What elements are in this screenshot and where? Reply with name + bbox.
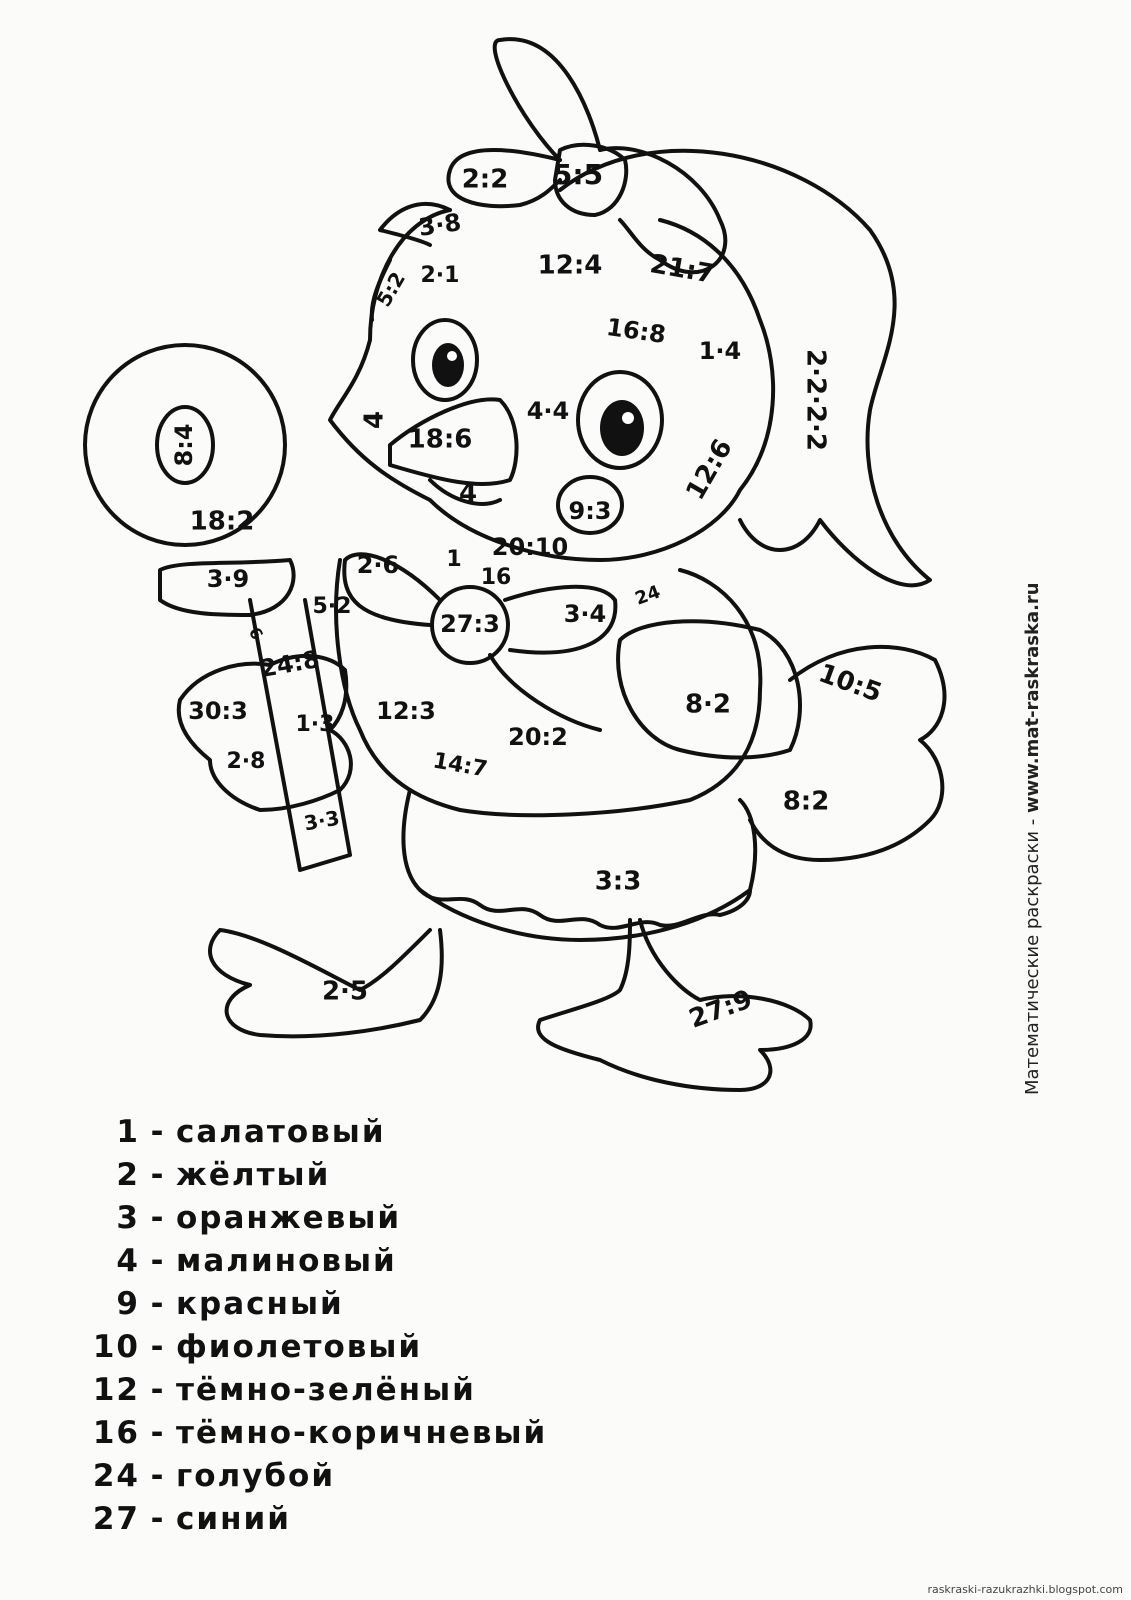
legend-row	[60, 1368, 580, 1411]
legend-row	[60, 1325, 580, 1368]
legend-dash: -	[150, 1242, 166, 1279]
region-expression: 12:3	[376, 697, 436, 725]
region-expression: 2·5	[321, 976, 369, 1007]
legend-row	[60, 1282, 580, 1325]
region-expression: 21:7	[647, 249, 717, 290]
legend-dash: -	[150, 1414, 166, 1451]
legend-row	[60, 1411, 580, 1454]
region-expression: 2·2·2·2	[800, 349, 831, 451]
legend-dash: -	[150, 1113, 166, 1150]
legend-row	[60, 1497, 580, 1540]
legend-number: 27	[92, 1500, 140, 1537]
region-expression: 12:6	[680, 434, 739, 506]
region-expression: 27:3	[440, 610, 500, 638]
region-expression: 8·2	[684, 689, 732, 720]
region-expression: 2·8	[226, 749, 266, 774]
region-expression: 4·4	[526, 397, 570, 425]
region-expression: 27:9	[685, 984, 757, 1035]
region-expression: 24	[632, 581, 664, 610]
region-expression: 5·2	[312, 594, 352, 619]
region-expression: 8:2	[782, 786, 830, 817]
region-expression: 9:3	[568, 497, 612, 525]
side-caption-text: Математические раскраски -	[1022, 813, 1043, 1095]
legend-number: 24	[92, 1457, 140, 1494]
legend-row	[60, 1110, 580, 1153]
legend-color-name: тёмно-коричневый	[176, 1414, 548, 1451]
legend-dash: -	[150, 1285, 166, 1322]
legend-color-name: синий	[176, 1500, 291, 1537]
region-expression: 5:5	[552, 158, 604, 191]
region-expression: 2:2	[461, 164, 509, 195]
region-expression: 16	[480, 565, 512, 590]
legend-color-name: малиновый	[176, 1242, 397, 1279]
region-expression: 3:3	[594, 866, 642, 897]
region-expression: 3·4	[563, 600, 607, 628]
legend-color-name: голубой	[176, 1457, 336, 1494]
region-expression: 24:8	[257, 645, 322, 683]
region-expression: 2·6	[356, 551, 400, 579]
region-expression: 20:10	[491, 533, 569, 561]
legend-color-name: тёмно-зелёный	[176, 1371, 476, 1408]
legend-number: 16	[92, 1414, 140, 1451]
region-expression: 16:8	[604, 312, 668, 350]
region-expression: 20:2	[508, 723, 568, 751]
legend-color-name: красный	[176, 1285, 344, 1322]
region-expression: 18:2	[189, 506, 255, 537]
legend-number: 10	[92, 1328, 140, 1365]
region-expression: 30:3	[188, 697, 248, 725]
side-caption-site: www.mat-raskraska.ru	[1022, 582, 1043, 814]
legend-dash: -	[150, 1371, 166, 1408]
region-expression: 10:5	[814, 658, 886, 709]
region-expression: 3·9	[206, 565, 250, 593]
legend-dash: -	[150, 1328, 166, 1365]
side-caption	[1022, 582, 1043, 1095]
region-expression: 8:4	[170, 423, 198, 467]
region-expression: 4	[359, 410, 390, 430]
region-expression: 18:6	[407, 424, 473, 455]
legend-dash: -	[150, 1457, 166, 1494]
footer-credit: raskraski-razukrazhki.blogspot.com	[927, 1583, 1123, 1596]
legend-color-name: жёлтый	[176, 1156, 331, 1193]
legend-row	[60, 1239, 580, 1282]
legend-number: 3	[116, 1199, 140, 1236]
region-expression: 5:2	[371, 267, 411, 311]
legend-dash: -	[150, 1199, 166, 1236]
legend-dash: -	[150, 1500, 166, 1537]
region-expression: 2·1	[420, 263, 460, 288]
region-expression: 1·4	[698, 337, 742, 365]
region-expression: 1·3	[295, 712, 335, 737]
legend-number: 1	[116, 1113, 140, 1150]
region-expression: 1	[446, 547, 462, 572]
region-expression: 4	[458, 478, 478, 509]
region-expression: 6	[244, 623, 267, 644]
legend-color-name: оранжевый	[176, 1199, 402, 1236]
legend-number: 9	[116, 1285, 140, 1322]
legend-row	[60, 1196, 580, 1239]
legend-number: 2	[116, 1156, 140, 1193]
legend-color-name: фиолетовый	[176, 1328, 423, 1365]
region-expression: 3·3	[302, 805, 342, 836]
region-expression: 12:4	[537, 250, 603, 281]
color-legend	[60, 1110, 580, 1540]
legend-color-name: салатовый	[176, 1113, 386, 1150]
legend-dash: -	[150, 1156, 166, 1193]
region-expression: 14:7	[430, 748, 490, 783]
legend-number: 12	[92, 1371, 140, 1408]
legend-number: 4	[116, 1242, 140, 1279]
legend-row	[60, 1454, 580, 1497]
region-expression: 3·8	[416, 208, 463, 242]
legend-row	[60, 1153, 580, 1196]
